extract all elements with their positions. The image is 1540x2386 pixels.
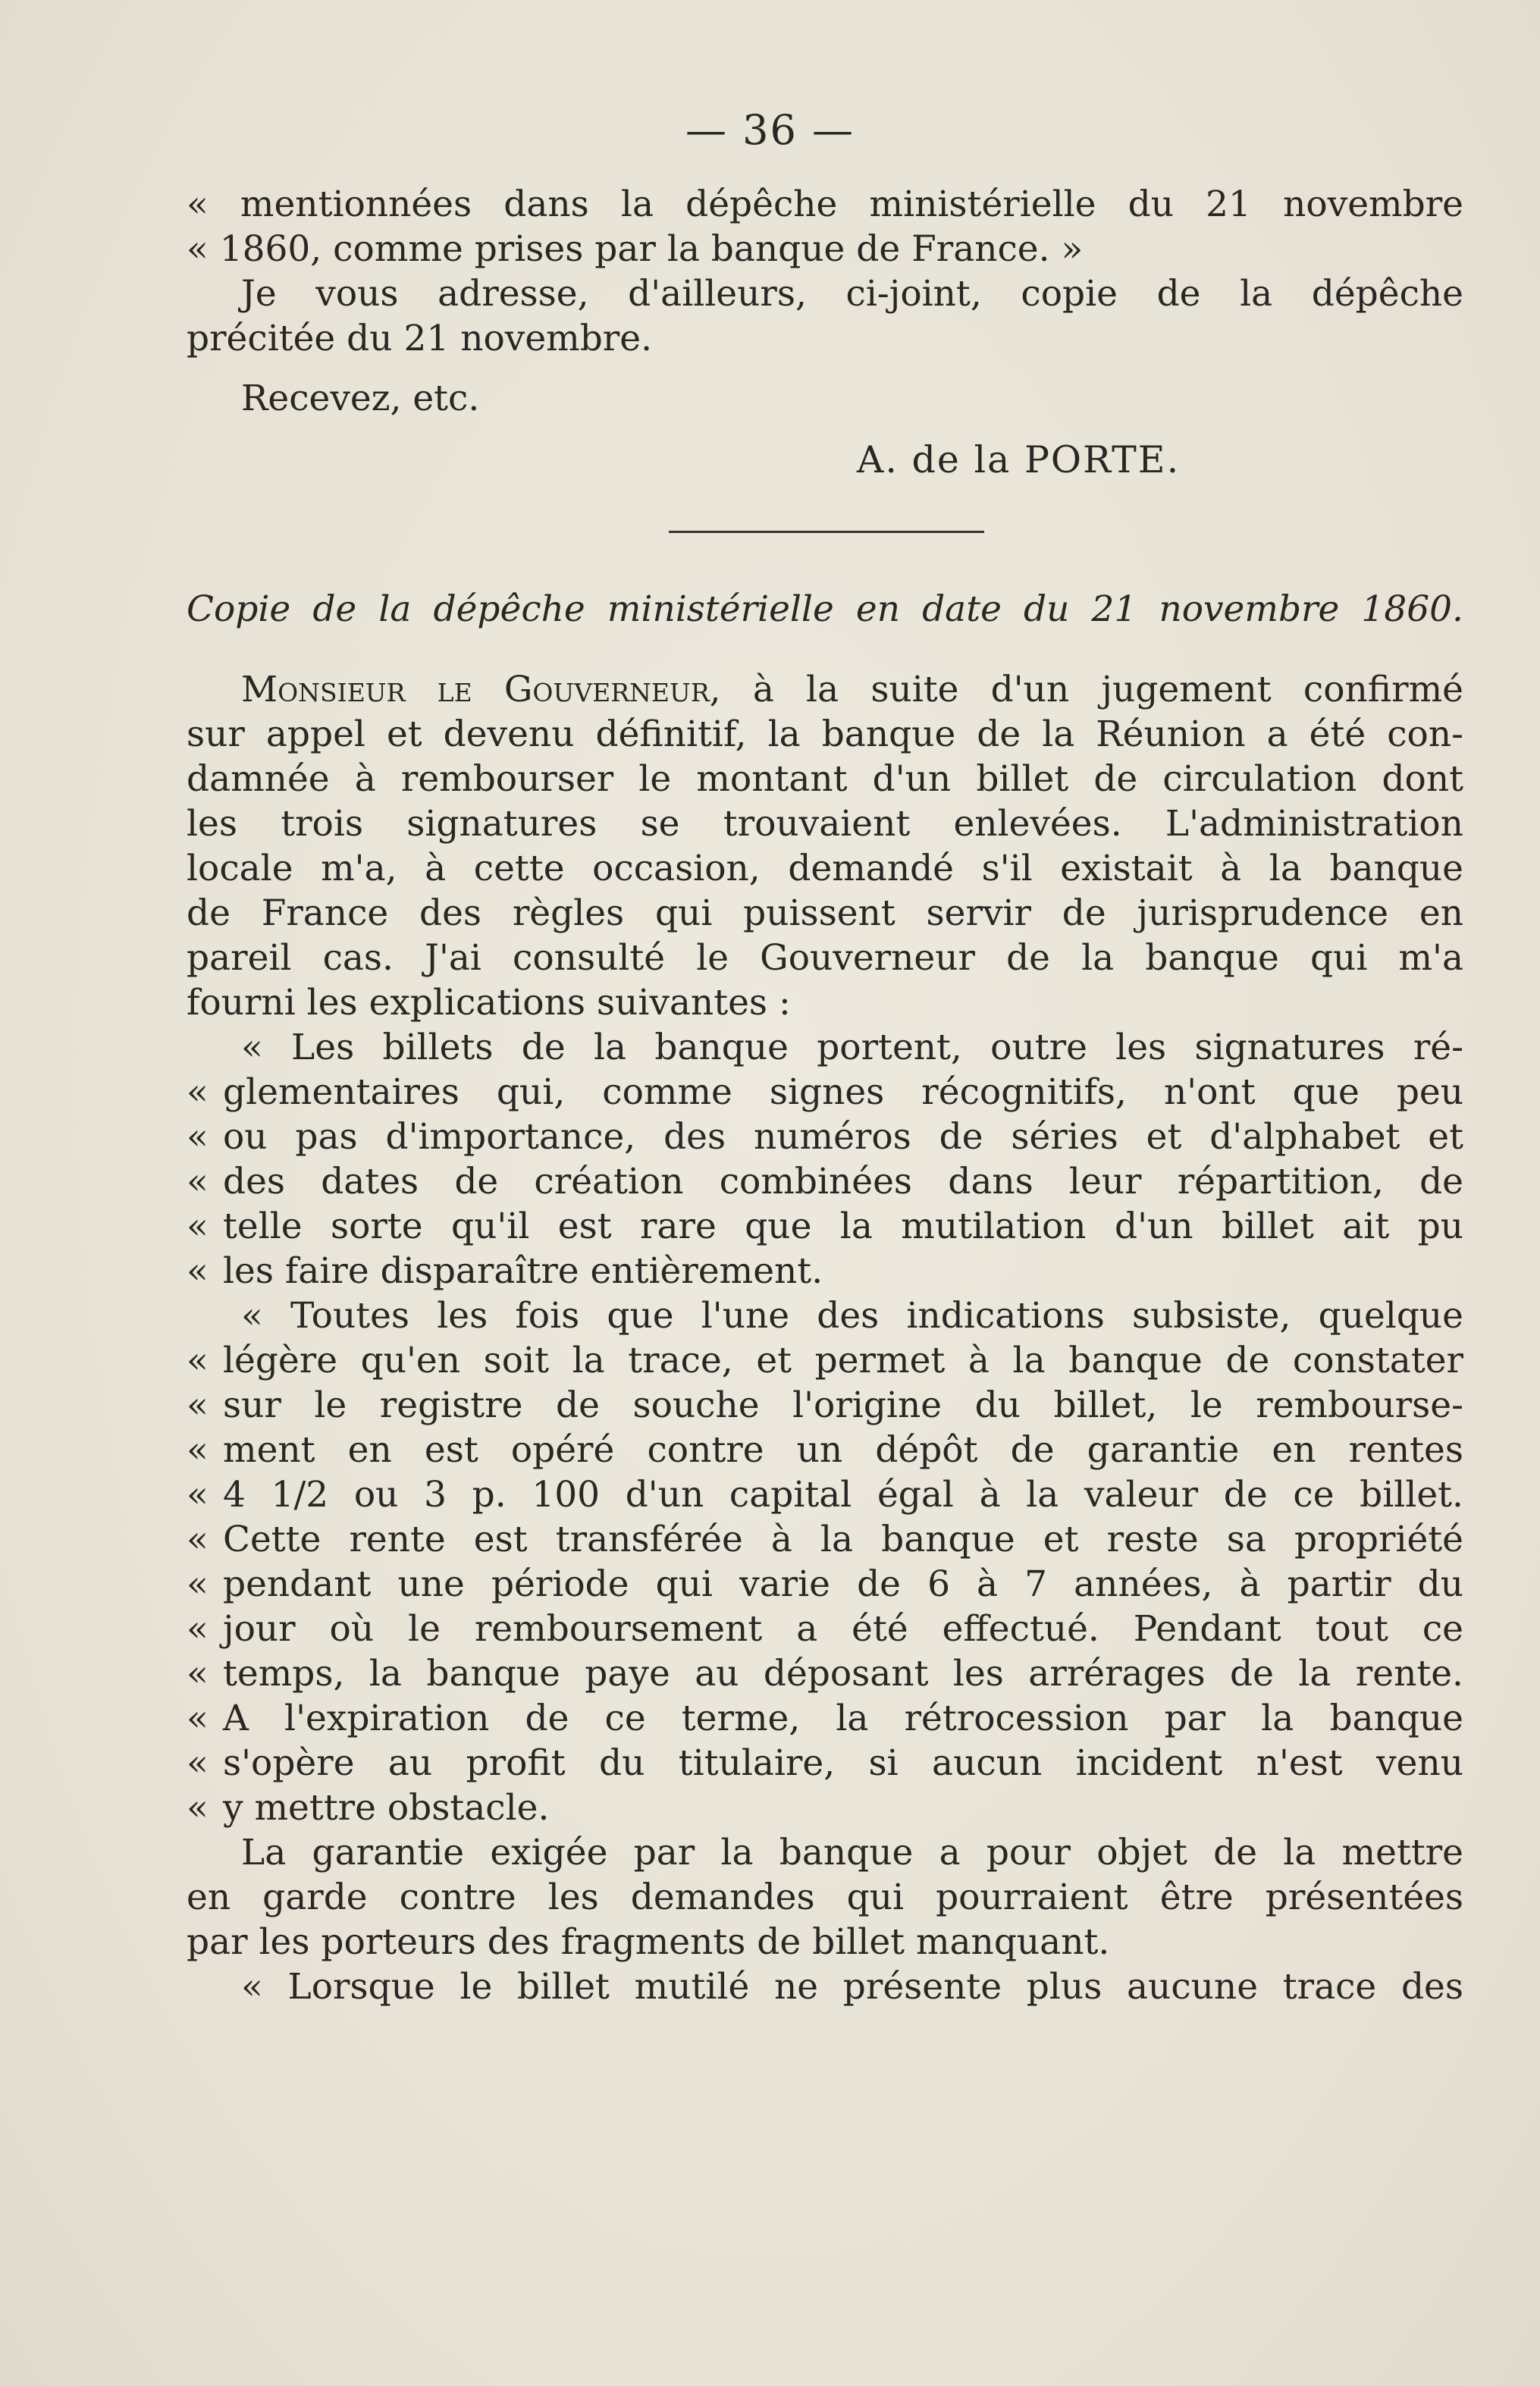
- quote-line: « légère qu'en soit la trace, et permet à la banque de constater: [187, 1340, 1463, 1381]
- quote-line: « les faire disparaître entièrement.: [187, 1250, 823, 1292]
- text-line: de France des règles qui puissent servir de jurisprudence en: [187, 892, 1463, 934]
- text-line: « mentionnées dans la dépêche ministérielle du 21 novembre: [187, 183, 1463, 225]
- divider: [669, 531, 984, 533]
- quote-line: « ment en est opéré contre un dépôt de garantie en rentes: [187, 1429, 1463, 1471]
- section-heading: Copie de la dépêche ministérielle en date du 21 novembre 1860.: [187, 588, 1463, 630]
- quote-line: « temps, la banque paye au déposant les arrérages de la rente.: [187, 1653, 1463, 1695]
- text-line: pareil cas. J'ai consulté le Gouverneur de la banque qui m'a: [187, 937, 1463, 979]
- quote-line: « telle sorte qu'il est rare que la mutilation d'un billet ait pu: [187, 1206, 1463, 1247]
- text-line: précitée du 21 novembre.: [187, 318, 653, 359]
- quote-line: « pendant une période qui varie de 6 à 7 années, à partir du: [187, 1563, 1463, 1605]
- text-line: fourni les explications suivantes :: [187, 982, 791, 1024]
- quote-line: « A l'expiration de ce terme, la rétrocession par la banque: [187, 1698, 1463, 1739]
- quote-line: « sur le registre de souche l'origine du billet, le rembourse-: [187, 1384, 1463, 1426]
- salutation: Monsieur le Gouverneur,: [241, 669, 721, 710]
- text-line: Je vous adresse, d'ailleurs, ci-joint, copie de la dépêche: [241, 273, 1463, 315]
- text-line: damnée à rembourser le montant d'un billet de circulation dont: [187, 758, 1463, 800]
- salutation-continuation: à la suite d'un jugement confirmé: [752, 669, 1463, 710]
- text-line: locale m'a, à cette occasion, demandé s'il existait à la banque: [187, 848, 1463, 889]
- quote-line: « des dates de création combinées dans leur répartition, de: [187, 1161, 1463, 1202]
- quote-line: « Les billets de la banque portent, outre les signatures ré-: [241, 1027, 1463, 1068]
- quote-line: « jour où le remboursement a été effectué. Pendant tout ce: [187, 1608, 1463, 1650]
- text-line: Recevez, etc.: [241, 378, 480, 419]
- quote-line: « glementaires qui, comme signes récognitifs, n'ont que peu: [187, 1071, 1463, 1113]
- intro-paragraph: [187, 182, 1463, 421]
- quote-line: « s'opère au profit du titulaire, si aucun incident n'est venu: [187, 1742, 1463, 1784]
- text-line: La garantie exigée par la banque a pour objet de la mettre: [241, 1832, 1463, 1873]
- quote-line: « ou pas d'importance, des numéros de séries et d'alphabet et: [187, 1116, 1463, 1158]
- text-line: en garde contre les demandes qui pourraient être présentées: [187, 1877, 1463, 1918]
- quote-line: « Cette rente est transférée à la banque et reste sa propriété: [187, 1519, 1463, 1560]
- signature: A. de la PORTE.: [857, 438, 1181, 481]
- quote-line: « y mettre obstacle.: [187, 1787, 550, 1829]
- text-line: sur appel et devenu définitif, la banque de la Réunion a été con-: [187, 713, 1463, 755]
- text-line: [187, 667, 1463, 712]
- text-line: les trois signatures se trouvaient enlevées. L'administration: [187, 803, 1463, 845]
- text-line: « Lorsque le billet mutilé ne présente plus aucune trace des: [241, 1966, 1463, 2008]
- text-line: par les porteurs des fragments de billet manquant.: [187, 1921, 1110, 1963]
- quote-line: « Toutes les fois que l'une des indications subsiste, quelque: [241, 1295, 1463, 1337]
- quote-line: « 4 1/2 ou 3 p. 100 d'un capital égal à la valeur de ce billet.: [187, 1474, 1463, 1516]
- letter-body: [187, 667, 1463, 2009]
- text-line: « 1860, comme prises par la banque de France. »: [187, 228, 1084, 270]
- page-number: — 36 —: [685, 106, 855, 154]
